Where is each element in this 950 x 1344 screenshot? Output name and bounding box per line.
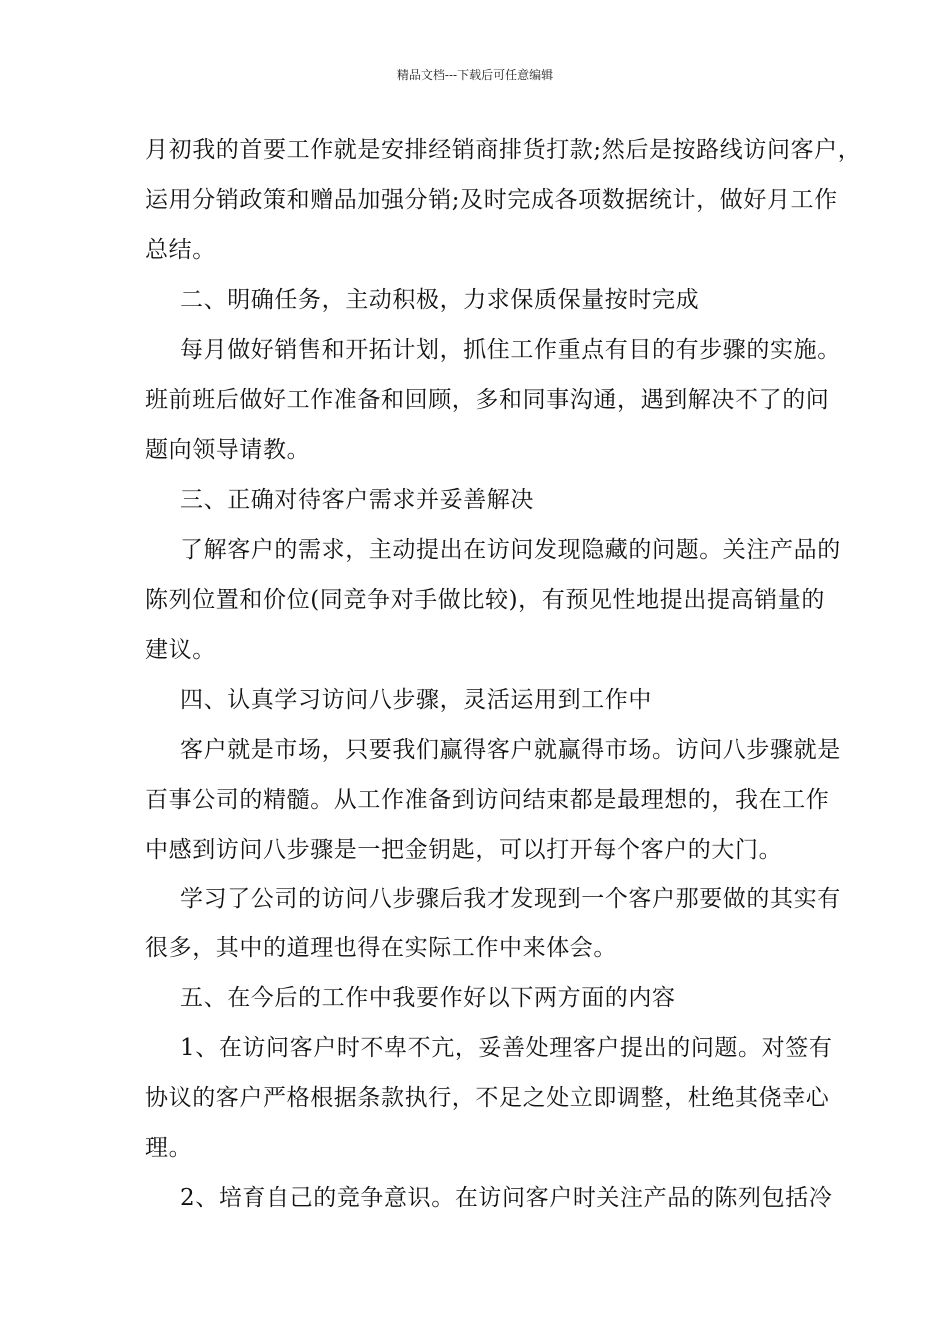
body-line: 2、培育自己的竞争意识。在访问客户时关注产品的陈列包括冷 bbox=[180, 1185, 833, 1211]
section-heading: 二、明确任务，主动积极，力求保质保量按时完成 bbox=[180, 287, 700, 313]
body-line: 运用分销政策和赠品加强分销;及时完成各项数据统计，做好月工作 bbox=[145, 187, 838, 213]
body-line: 客户就是市场，只要我们赢得客户就赢得市场。访问八步骤就是 bbox=[180, 737, 841, 763]
section-heading: 四、认真学习访问八步骤，灵活运用到工作中 bbox=[180, 687, 652, 713]
body-line: 每月做好销售和开拓计划，抓住工作重点有目的有步骤的实施。 bbox=[180, 337, 841, 363]
body-line: 陈列位置和价位(同竞争对手做比较)，有预见性地提出提高销量的 bbox=[145, 587, 825, 613]
section-heading: 五、在今后的工作中我要作好以下两方面的内容 bbox=[180, 985, 676, 1011]
body-line: 很多，其中的道理也得在实际工作中来体会。 bbox=[145, 935, 617, 961]
body-line: 协议的客户严格根据条款执行，不足之处立即调整，杜绝其侥幸心 bbox=[145, 1085, 830, 1111]
body-line: 了解客户的需求，主动提出在访问发现隐藏的问题。关注产品的 bbox=[180, 537, 841, 563]
body-line: 建议。 bbox=[145, 637, 216, 663]
body-line: 中感到访问八步骤是一把金钥匙，可以打开每个客户的大门。 bbox=[145, 837, 783, 863]
section-heading: 三、正确对待客户需求并妥善解决 bbox=[180, 487, 534, 513]
body-line: 总结。 bbox=[145, 237, 216, 263]
body-line: 理。 bbox=[145, 1135, 193, 1161]
body-line: 题向领导请教。 bbox=[145, 437, 311, 463]
body-line: 月初我的首要工作就是安排经销商排货打款;然后是按路线访问客户， bbox=[145, 137, 862, 163]
body-line: 学习了公司的访问八步骤后我才发现到一个客户那要做的其实有 bbox=[180, 886, 841, 912]
body-line: 班前班后做好工作准备和回顾，多和同事沟通，遇到解决不了的问 bbox=[145, 387, 830, 413]
body-line: 百事公司的精髓。从工作准备到访问结束都是最理想的，我在工作 bbox=[145, 787, 830, 813]
page-header: 精品文档---下载后可任意编辑 bbox=[396, 68, 554, 82]
body-line: 1、在访问客户时不卑不亢，妥善处理客户提出的问题。对签有 bbox=[180, 1035, 833, 1061]
